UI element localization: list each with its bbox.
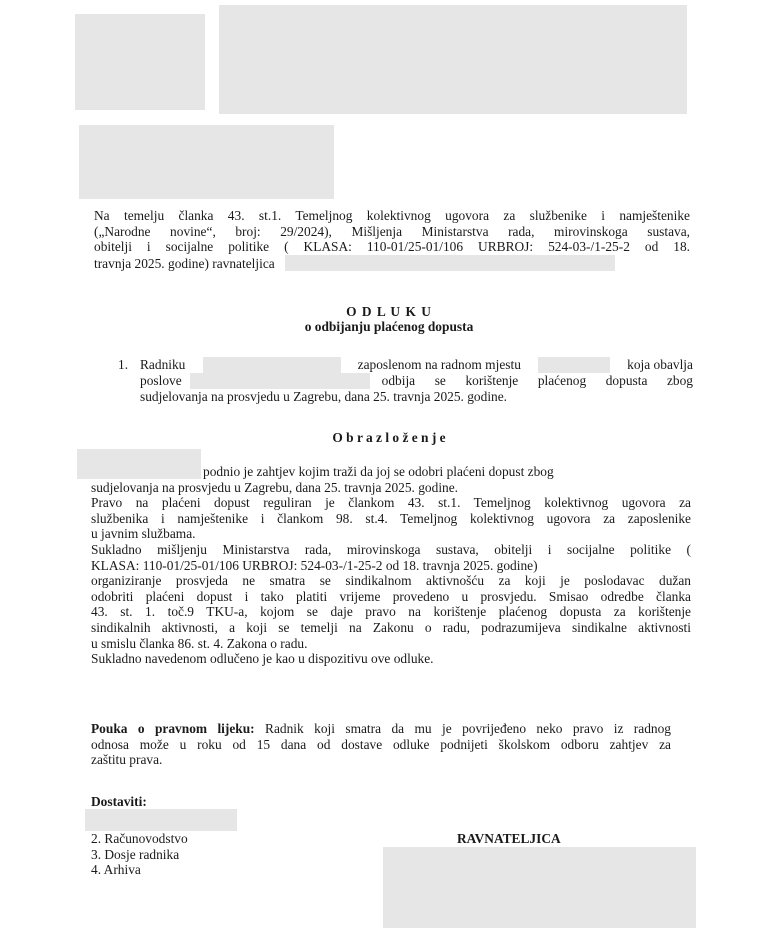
intro-line: travnja 2025. godine) ravnateljica [94,255,690,272]
reasoning-line: sindikalnih aktivnosti, a koji se temelji na Zakonu o radu, podrazumijeva sindikalne aktivnosti [91,619,691,635]
list-item: 2. Računovodstvo [91,831,188,846]
reasoning-line: Sukladno mišljenju Ministarstva rada, mirovinskoga sustava, obitelji i socijalne politike ( [91,541,691,557]
item-text: Radniku [140,357,186,373]
legal-remedy-text: odnosa može u roku od 15 dana od dostave odluke podnijeti školskom odboru zahtjev za [91,736,671,752]
reasoning-line: organiziranje prosvjeda ne smatra se sindikalnom aktivnošću za koji je poslodavac dužan [91,573,691,589]
decision-item [140,357,693,405]
reasoning-line: sudjelovanja na prosvjedu u Zagrebu, dana 25. travnja 2025. godine. [91,479,459,495]
legal-remedy-text: zaštitu prava. [91,752,163,768]
reasoning-title: O b r a z l o ž e n j e [332,430,446,445]
reasoning-line: odobriti plaćeni dopust i tako platiti vrijeme provedeno u prosvjedu. Smisao odredbe članka [91,588,691,604]
item-text: zaposlenom na radnom mjestu [357,357,521,373]
intro-line: Na temelju članka 43. st.1. Temeljnog kolektivnog ugovora za službenike i namještenike [94,208,690,223]
intro-line: („Narodne novine“, broj: 29/2024), Mišljenja Ministarstva rada, mirovinskoga sustava, [94,223,690,239]
redacted-recipient-1 [85,809,237,831]
decision-subtitle: o odbijanju plaćenog dopusta [304,319,474,334]
redacted-signature [383,847,696,928]
legal-remedy-text: Radnik koji smatra da mu je povrijeđeno neko pravo iz radnog [265,721,671,736]
redacted-logo [75,14,205,110]
intro-line: obitelji i socijalne politike ( KLASA: 110-01/25-01/106 URBROJ: 524-03-/1-25-2 od 18. [94,239,690,255]
signature-title: RAVNATELJICA [457,831,561,846]
reasoning-line: KLASA: 110-01/25-01/106 URBROJ: 524-03-/1-25-2 od 18. travnja 2025. godine) [91,557,538,573]
reasoning-line: podnio je zahtjev kojim traži da joj se odobri plaćeni dopust zbog [203,464,554,479]
redacted-reference [79,125,334,199]
item-text: odbija se korištenje plaćenog dopusta zbog [381,373,693,389]
item-text: sudjelovanja na prosvjedu u Zagrebu, dana 25. travnja 2025. godine. [140,389,508,404]
legal-remedy [91,721,671,768]
item-text: koja obavlja [627,357,693,373]
legal-remedy-label: Pouka o pravnom lijeku: [91,721,255,736]
reasoning-line: službenika i namještenike i člankom 98. st.4. Temeljnog kolektivnog ugovora za zaposlenike [91,510,691,526]
deliver-to-label: Dostaviti: [91,794,147,809]
reasoning-paragraph [91,464,691,667]
reasoning-line: u javnim službama. [91,526,196,542]
reasoning-line: u smislu članka 86. st. 4. Zakona o radu. [91,635,308,651]
reasoning-line: Pravo na plaćeni dopust reguliran je člankom 43. st.1. Temeljnog kolektivnog ugovora za [91,495,691,511]
reasoning-line: 43. st. 1. toč.9 TKU-a, kojom se daje pravo na korištenje plaćenog dopusta za korištenje [91,604,691,620]
redacted-duties [190,373,370,389]
item-text: poslove [140,373,182,389]
intro-paragraph [94,208,690,271]
list-item: 3. Dosje radnika [91,846,180,862]
reasoning-line: Sukladno navedenom odlučeno je kao u dispozitivu ove odluke. [91,651,434,667]
redacted-position [538,357,610,373]
redacted-worker-name [203,357,341,373]
redacted-name [285,255,615,271]
decision-title: O D L U K U [346,304,432,319]
list-item: 4. Arhiva [91,862,141,878]
deliver-to-list [91,831,188,878]
decision-item-number: 1. [118,357,129,372]
redacted-letterhead [219,5,687,114]
